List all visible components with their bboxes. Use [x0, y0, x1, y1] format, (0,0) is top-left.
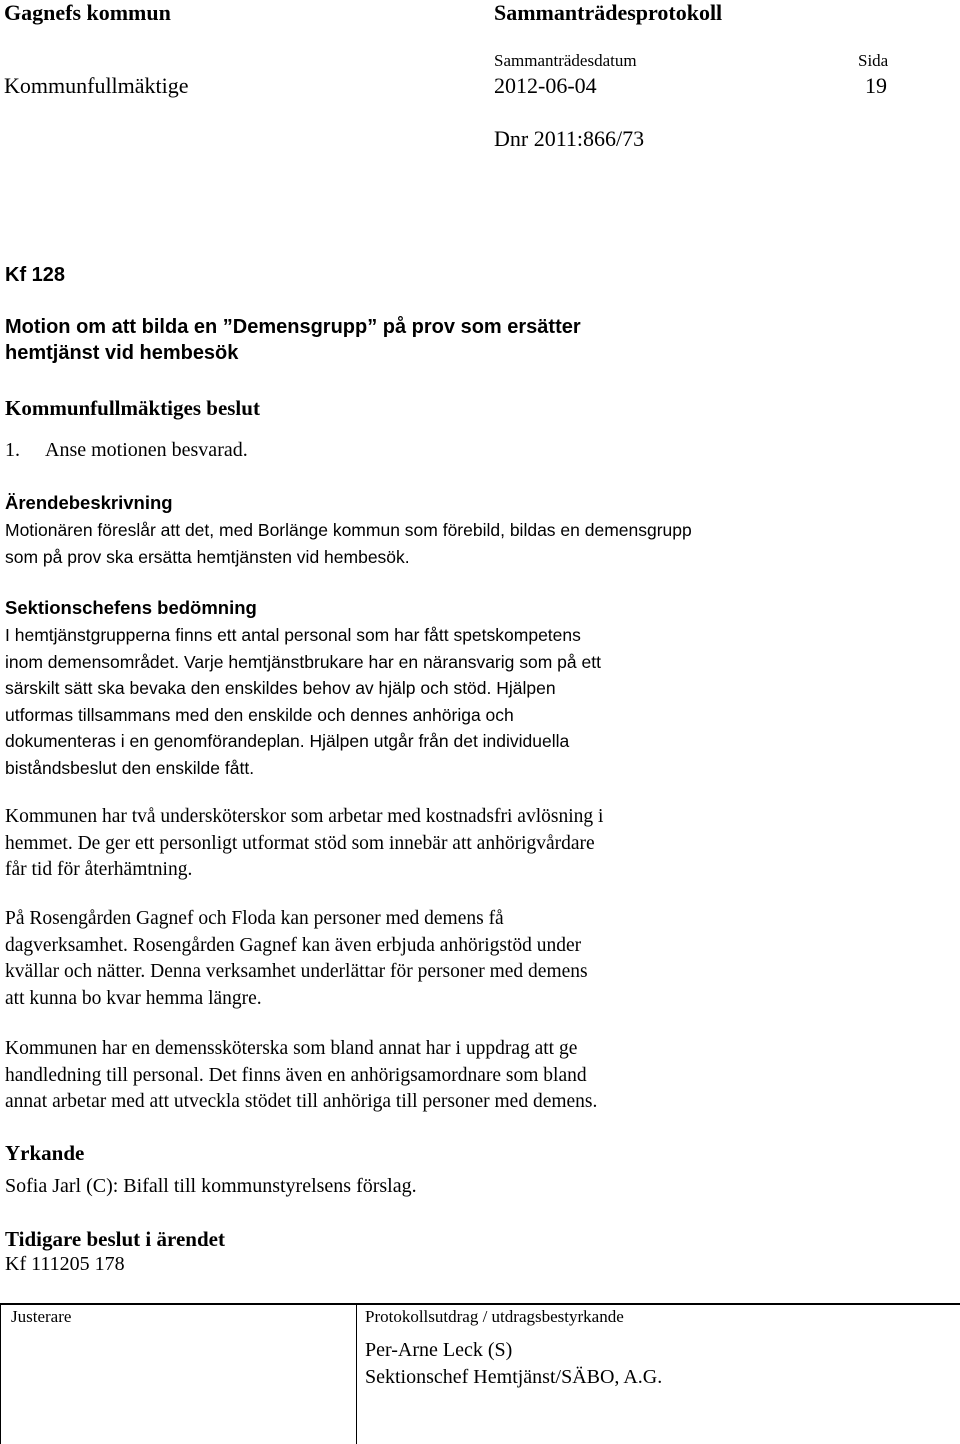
paragraph-line: annat arbetar med att utveckla stödet till anhöriga till personer med demens. [5, 1091, 598, 1113]
adjusters-label: Justerare [11, 1307, 72, 1326]
previous-decisions-heading: Tidigare beslut i ärendet [5, 1227, 225, 1251]
paragraph-line: kvällar och nätter. Denna verksamhet underlättar för personer med demens [5, 961, 588, 983]
proposal-heading: Yrkande [5, 1141, 85, 1165]
assessment-text [5, 622, 735, 782]
item-title-line-2: hemtjänst vid hembesök [5, 342, 239, 364]
paragraph-line: hemmet. De ger ett personligt utformat stöd som innebär att anhörigvårdare [5, 832, 595, 854]
recipient-name: Per-Arne Leck (S) [365, 1339, 513, 1361]
assembly-name: Kommunfullmäktige [4, 73, 189, 98]
decision-item-number: 1. [5, 439, 20, 461]
assessment-line: utformas tillsammans med den enskilde och dennes anhöriga och [5, 704, 514, 725]
paragraph-line: handledning till personal. Det finns även en anhörigsamordnare som bland [5, 1064, 587, 1086]
diary-number: Dnr 2011:866/73 [494, 126, 645, 151]
decision-heading: Kommunfullmäktiges beslut [5, 396, 260, 420]
recipient-role: Sektionschef Hemtjänst/SÄBO, A.G. [365, 1366, 663, 1388]
page-number: 19 [865, 73, 887, 98]
previous-decisions-text: Kf 111205 178 [5, 1253, 125, 1275]
description-text: Motionären föreslår att det, med Borlänge kommun som förebild, bildas en demensgrupp som på prov ska ersätta hemtjänsten vid hembesök. [5, 520, 692, 567]
footer-divider [0, 1303, 960, 1305]
paragraph-line: Kommunen har två undersköterskor som arbetar med kostnadsfri avlösning i [5, 806, 604, 827]
footer-column-divider [356, 1303, 357, 1444]
meeting-date: 2012-06-04 [494, 73, 597, 98]
assessment-line: särskilt sätt ska bevaka den enskildes behov av hjälp och stöd. Hjälpen [5, 678, 556, 699]
paragraph-line: att kunna bo kvar hemma längre. [5, 987, 262, 1009]
document-type: Sammanträdesprotokoll [494, 0, 723, 25]
paragraph-number: Kf 128 [5, 264, 66, 286]
paragraph-line: får tid för återhämtning. [5, 859, 193, 881]
meeting-date-label: Sammanträdesdatum [494, 51, 637, 70]
paragraph-day-activities [5, 906, 735, 1012]
extract-label: Protokollsutdrag / utdragsbestyrkande [365, 1307, 624, 1326]
paragraph-line: På Rosengården Gagnef och Floda kan personer med demens få [5, 908, 504, 929]
assessment-line: inom demensområdet. Varje hemtjänstbrukare har en näransvarig som på ett [5, 651, 601, 672]
description-heading: Ärendebeskrivning [5, 492, 173, 513]
item-title-line-1: Motion om att bilda en ”Demensgrupp” på prov som ersätter [5, 316, 581, 338]
paragraph-line: dagverksamhet. Rosengården Gagnef kan även erbjuda anhörigstöd under [5, 934, 582, 956]
assessment-heading: Sektionschefens bedömning [5, 597, 257, 618]
paragraph-relief-care [5, 804, 735, 884]
proposal-text: Sofia Jarl (C): Bifall till kommunstyrelsens förslag. [5, 1175, 417, 1197]
assessment-line: biståndsbeslut den enskilde fått. [5, 757, 255, 778]
assessment-line: I hemtjänstgrupperna finns ett antal personal som har fått spetskompetens [5, 625, 581, 645]
assessment-line: dokumenteras i en genomförandeplan. Hjälpen utgår från det individuella [5, 731, 570, 752]
organization-name: Gagnefs kommun [4, 0, 171, 25]
decision-item-text: Anse motionen besvarad. [45, 439, 248, 461]
paragraph-line: Kommunen har en demenssköterska som bland annat har i uppdrag att ge [5, 1038, 578, 1059]
paragraph-dementia-nurse [5, 1036, 735, 1116]
page-label: Sida [858, 51, 889, 70]
footer-left-border [0, 1303, 1, 1444]
